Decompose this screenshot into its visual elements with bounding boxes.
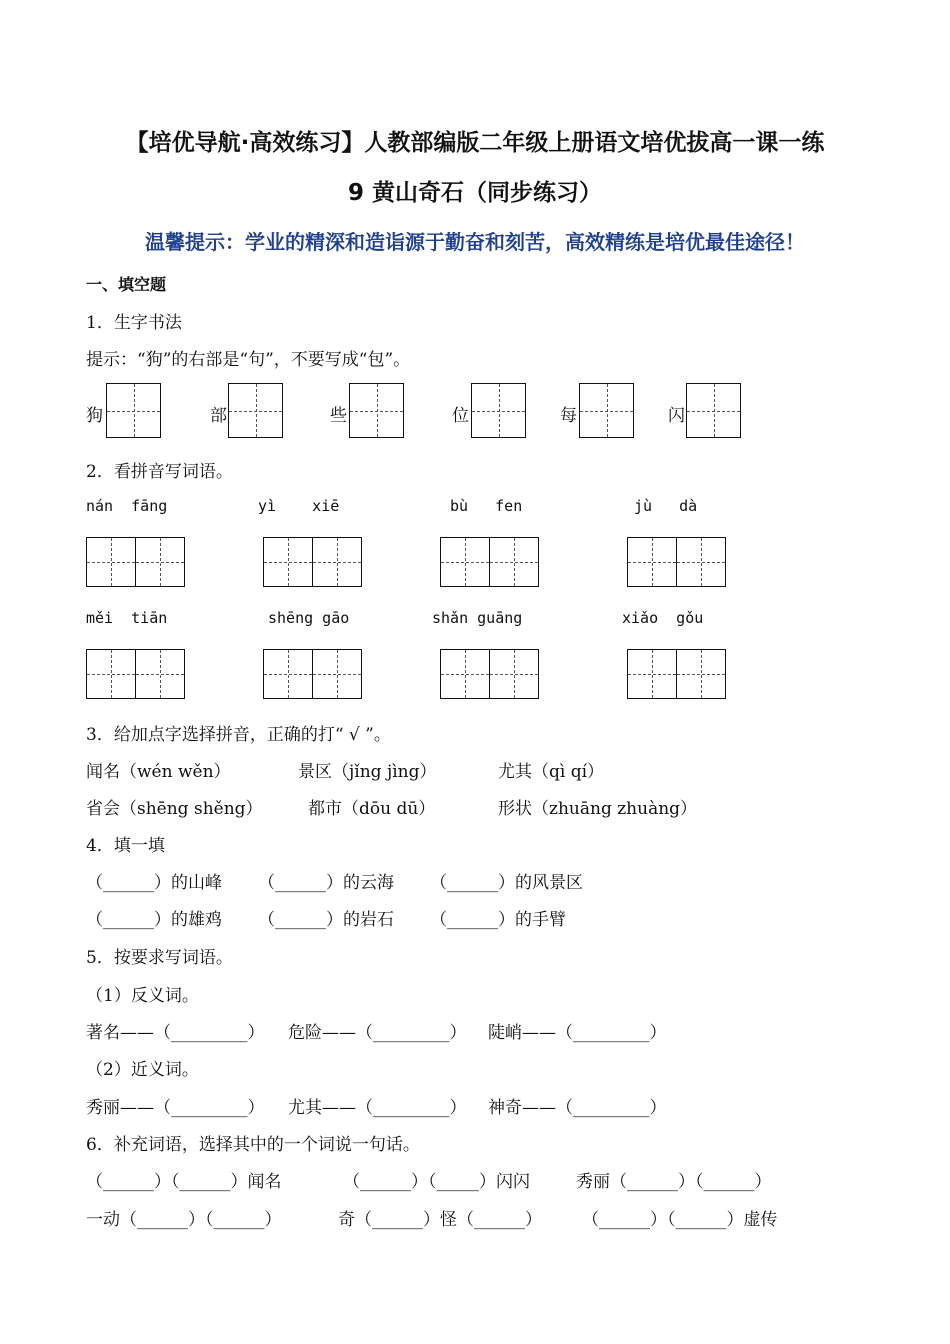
writing-grid-box[interactable] [106,383,161,438]
writing-grid-box[interactable] [228,383,283,438]
pinyin-choice-item[interactable]: 都市（dōu dū） [308,799,436,819]
antonym-subheading: （1）反义词。 [86,986,199,1006]
char-bu: 部 [210,406,227,426]
writing-grid-box[interactable] [312,537,362,587]
pinyin-choice-item[interactable]: 尤其（qì qí） [498,762,605,782]
pinyin-juda: jù dà [634,497,698,515]
writing-grid-box[interactable] [263,649,313,699]
writing-grid-box[interactable] [440,649,490,699]
writing-grid-box[interactable] [349,383,404,438]
pinyin-choice-item[interactable]: 形状（zhuāng zhuàng） [498,799,698,819]
fill-blank-item[interactable]: （______）的手臂 [430,910,566,930]
writing-grid-box[interactable] [676,537,726,587]
writing-grid-box[interactable] [471,383,526,438]
antonym-item[interactable]: 危险——（_________） [288,1023,467,1043]
pinyin-meitian: měi tiān [86,609,168,627]
char-mei: 每 [560,406,577,426]
idiom-fill-item[interactable]: 秀丽（______）（______） [576,1172,772,1192]
synonym-item[interactable]: 神奇——（_________） [488,1098,667,1118]
writing-grid-box[interactable] [579,383,634,438]
fill-blank-item[interactable]: （______）的雄鸡 [86,910,222,930]
idiom-fill-item[interactable]: （______）（______）虚传 [582,1210,778,1230]
idiom-fill-item[interactable]: （______）（_____）闪闪 [343,1172,530,1192]
writing-grid-box[interactable] [440,537,490,587]
writing-grid-box[interactable] [135,537,185,587]
fill-blank-item[interactable]: （______）的山峰 [86,873,222,893]
writing-grid-box[interactable] [686,383,741,438]
fill-blank-item[interactable]: （______）的云海 [258,873,394,893]
pinyin-xiaogou: xiǎo gǒu [622,609,704,627]
pinyin-choice-item[interactable]: 闻名（wén wěn） [86,762,231,782]
idiom-fill-item[interactable]: 奇（______）怪（______） [338,1210,542,1230]
writing-grid-box[interactable] [489,649,539,699]
idiom-fill-item[interactable]: 一动（______）（______） [86,1210,282,1230]
idiom-fill-item[interactable]: （______）（______）闻名 [86,1172,282,1192]
writing-grid-box[interactable] [627,649,677,699]
warm-tip: 温馨提示：学业的精深和造诣源于勤奋和刻苦，高效精练是培优最佳途径！ [145,230,805,254]
char-wei: 位 [452,406,469,426]
question-5-label: 5．按要求写词语。 [86,948,233,968]
question-6-label: 6．补充词语，选择其中的一个词说一句话。 [86,1135,420,1155]
char-xie: 些 [330,406,347,426]
char-gou: 狗 [86,406,103,426]
synonym-item[interactable]: 秀丽——（_________） [86,1098,265,1118]
pinyin-yixie: yì xiē [258,497,340,515]
pinyin-bufen: bù fen [450,497,523,515]
fill-blank-item[interactable]: （______）的风景区 [430,873,583,893]
pinyin-nanfang: nán fāng [86,497,168,515]
writing-grid-box[interactable] [86,537,136,587]
question-1-label: 1．生字书法 [86,313,182,333]
pinyin-choice-item[interactable]: 景区（jǐng jìng） [298,762,437,782]
antonym-item[interactable]: 陡峭——（_________） [488,1023,667,1043]
lesson-title: 9 黄山奇石（同步练习） [347,180,602,206]
question-3-label: 3．给加点字选择拼音，正确的打“ √ ”。 [86,725,391,745]
writing-grid-box[interactable] [263,537,313,587]
question-1-hint: 提示：“狗”的右部是“句”，不要写成“包”。 [86,350,411,370]
section-heading-fill-blanks: 一、填空题 [86,275,167,294]
pinyin-shanguang: shǎn guāng [432,609,523,627]
question-4-label: 4．填一填 [86,836,165,856]
question-2-label: 2．看拼音写词语。 [86,462,233,482]
synonym-item[interactable]: 尤其——（_________） [288,1098,467,1118]
synonym-subheading: （2）近义词。 [86,1060,199,1080]
writing-grid-box[interactable] [86,649,136,699]
pinyin-choice-item[interactable]: 省会（shēng shěng） [86,799,263,819]
writing-grid-box[interactable] [135,649,185,699]
fill-blank-item[interactable]: （______）的岩石 [258,910,394,930]
writing-grid-box[interactable] [489,537,539,587]
writing-grid-box[interactable] [627,537,677,587]
pinyin-shenggao: shēng gāo [268,609,350,627]
writing-grid-box[interactable] [676,649,726,699]
antonym-item[interactable]: 著名——（_________） [86,1023,265,1043]
char-shan: 闪 [668,406,685,426]
page-title: 【培优导航·高效练习】人教部编版二年级上册语文培优拔高一课一练 [125,130,825,156]
writing-grid-box[interactable] [312,649,362,699]
